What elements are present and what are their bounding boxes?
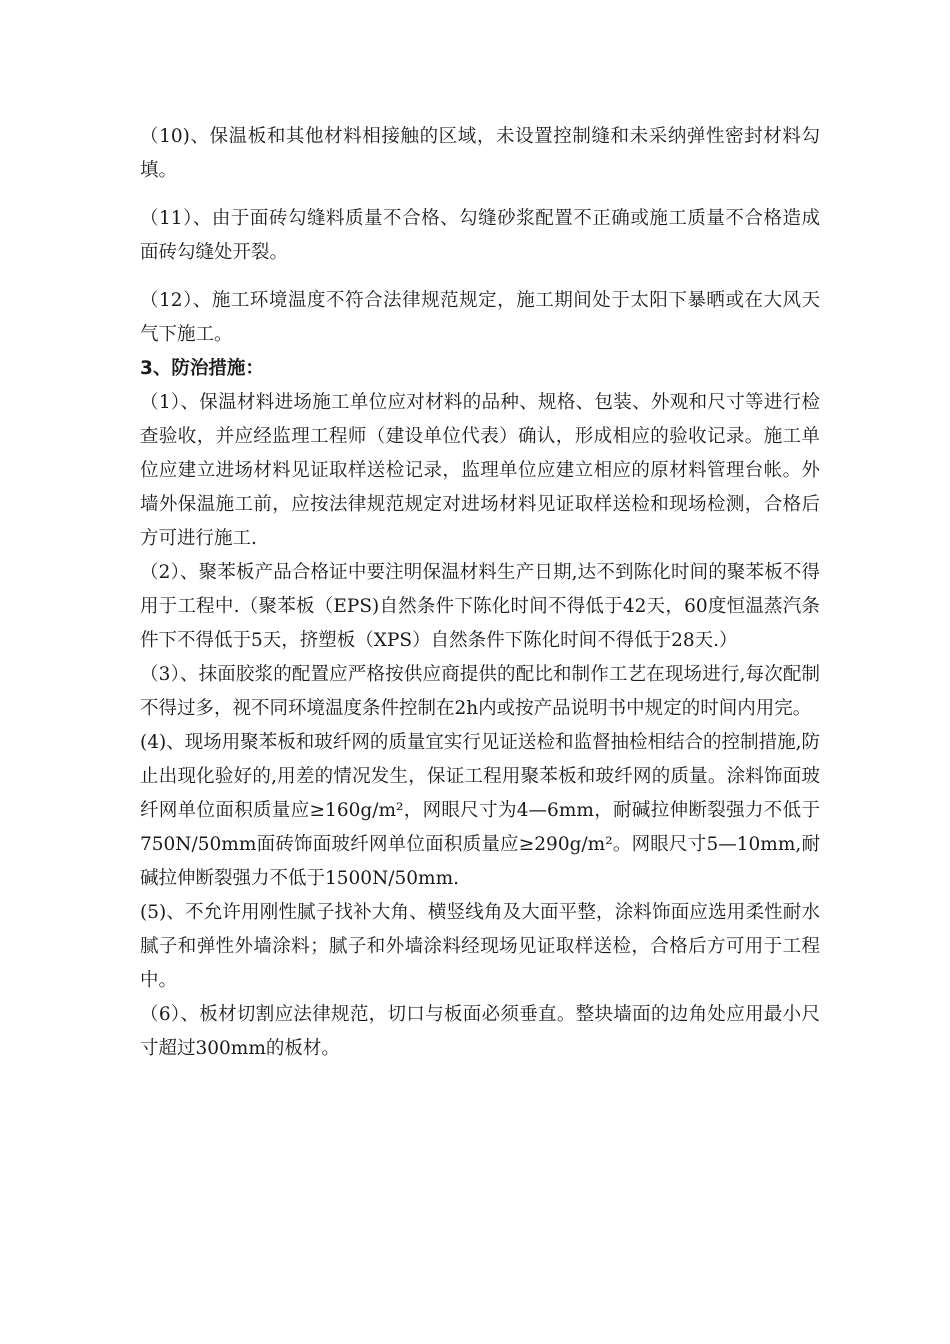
- section-heading: 3、防治措施：: [140, 358, 264, 379]
- measure-4: (4)、现场用聚苯板和玻纤网的质量宜实行见证送检和监督抽检相结合的控制措施,防止出现化验好的,用差的情况发生，保证工程用聚苯板和玻纤网的质量。涂料饰面玻纤网单位面积质量应≥160g/m²，网眼尺寸为4—6mm，耐碱拉伸断裂强力不低于750N/50mm面砖饰面玻纤网单位面积质量应≥290g/m²。网眼尺寸5—10mm,耐碱拉伸断裂强力不低于1500N/50mm.: [140, 732, 820, 889]
- paragraph-cause-12: （12）、施工环境温度不符合法律规范规定，施工期间处于太阳下暴晒或在大风天气下施工。: [140, 290, 820, 345]
- paragraph-cause-10: （10)、保温板和其他材料相接触的区域，未设置控制缝和未采纳弹性密封材料勾填。: [140, 126, 820, 181]
- paragraph-cause-11: （11）、由于面砖勾缝料质量不合格、勾缝砂浆配置不正确或施工质量不合格造成面砖勾缝处开裂。: [140, 208, 820, 263]
- measure-6: （6）、板材切割应法律规范，切口与板面必须垂直。整块墙面的边角处应用最小尺寸超过300mm的板材。: [140, 1004, 820, 1059]
- document-body: [140, 120, 820, 1066]
- measure-3: （3）、抹面胶浆的配置应严格按供应商提供的配比和制作工艺在现场进行,每次配制不得过多，视不同环境温度条件控制在2h内或按产品说明书中规定的时间内用完。: [140, 664, 820, 719]
- measure-5: (5)、不允许用刚性腻子找补大角、横竖线角及大面平整，涂料饰面应选用柔性耐水腻子和弹性外墙涂料；腻子和外墙涂料经现场见证取样送检，合格后方可用于工程中。: [140, 902, 820, 991]
- measure-1: （1）、保温材料进场施工单位应对材料的品种、规格、包装、外观和尺寸等进行检查验收，并应经监理工程师（建设单位代表）确认，形成相应的验收记录。施工单位应建立进场材料见证取样送检记录，监理单位应建立相应的原材料管理台帐。外墙外保温施工前，应按法律规范规定对进场材料见证取样送检和现场检测，合格后方可进行施工.: [140, 392, 820, 549]
- measure-2: （2）、聚苯板产品合格证中要注明保温材料生产日期,达不到陈化时间的聚苯板不得用于工程中.（聚苯板（EPS)自然条件下陈化时间不得低于42天，60度恒温蒸汽条件下不得低于5天，挤塑板（XPS）自然条件下陈化时间不得低于28天.）: [140, 562, 820, 651]
